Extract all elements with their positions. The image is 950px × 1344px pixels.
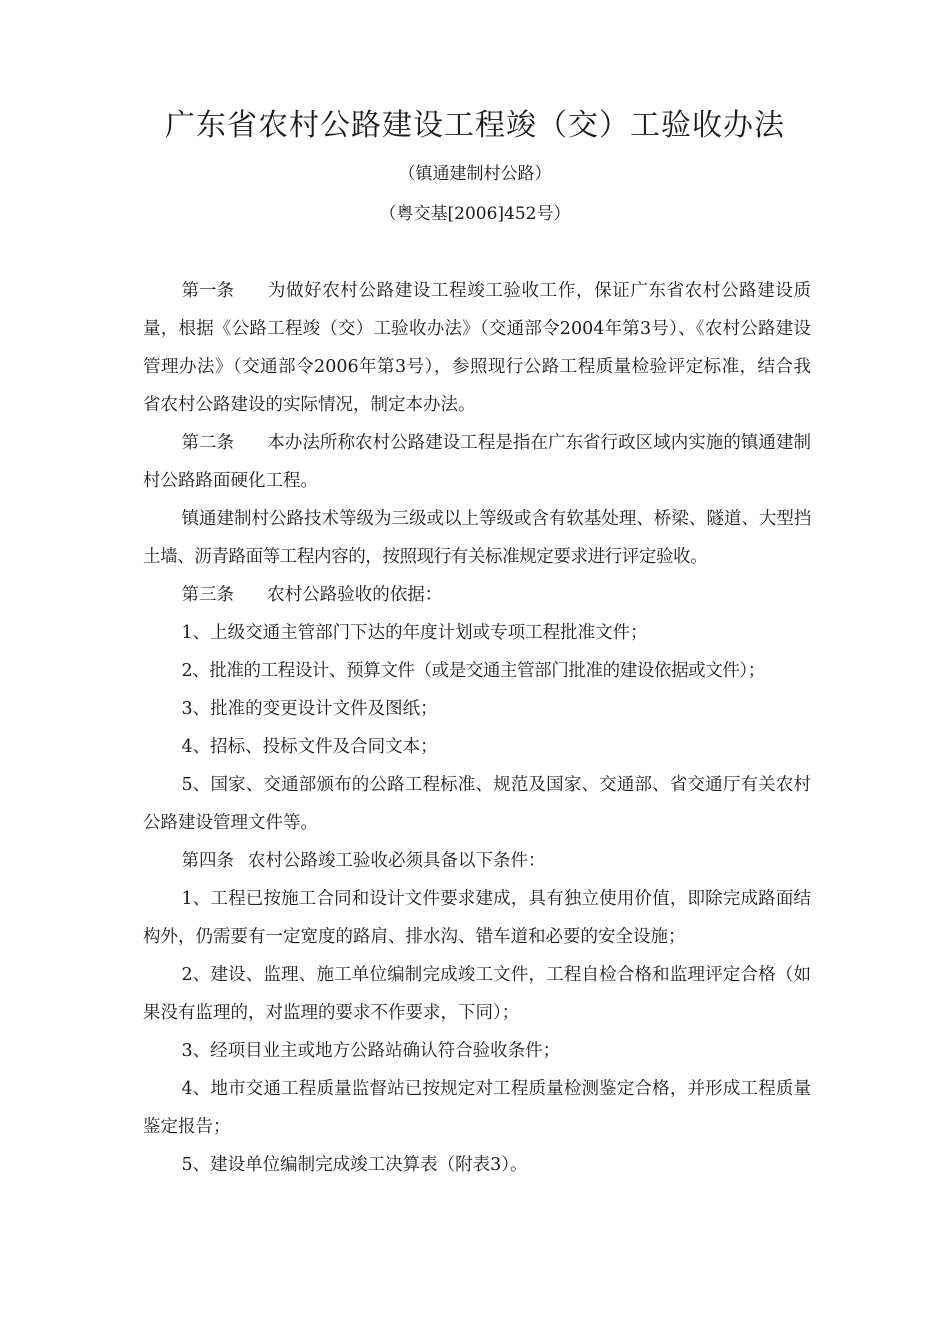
article-1-text: 为做好农村公路建设工程竣工验收工作，保证广东省农村公路建设质量，根据《公路工程竣（交）工验收办法》（交通部令2004年第3号）、《农村公路建设管理办法》（交通部令2006年第3号），参照现行公路工程质量检验评定标准，结合我省农村公路建设的实际情况，制定本办法。 <box>143 281 811 415</box>
article-4-item-5: 5、建设单位编制完成竣工决算表（附表3）。 <box>181 1155 528 1175</box>
article-3-item-4: 4、招标、投标文件及合同文本； <box>181 737 438 757</box>
article-3-item-5: 5、国家、交通部颁布的公路工程标准、规范及国家、交通部、省交通厅有关农村公路建设管理文件等。 <box>143 775 811 833</box>
document-title: 广东省农村公路建设工程竣（交）工验收办法 <box>165 108 785 143</box>
article-1 <box>143 272 811 424</box>
article-3-item-2: 2、批准的工程设计、预算文件（或是交通主管部门批准的建设依据或文件）； <box>181 661 765 681</box>
article-3-item-3: 3、批准的变更设计文件及图纸； <box>181 699 438 719</box>
article-4-label: 第四条 <box>181 851 234 871</box>
article-4-item-4: 4、地市交通工程质量监督站已按规定对工程质量检测鉴定合格，并形成工程质量鉴定报告； <box>143 1079 811 1137</box>
article-2-text: 本办法所称农村公路建设工程是指在广东省行政区域内实施的镇通建制村公路路面硬化工程。 <box>143 433 811 491</box>
document-number: （粤交基[2006]452号） <box>379 204 571 224</box>
article-2-label: 第二条 <box>181 433 234 453</box>
article-4-text: 农村公路竣工验收必须具备以下条件： <box>248 851 546 871</box>
article-1-label: 第一条 <box>181 281 234 301</box>
article-3-text: 农村公路验收的依据： <box>267 585 443 605</box>
article-2 <box>143 424 811 500</box>
document-body <box>143 272 811 1184</box>
article-3 <box>143 576 811 614</box>
document-subtitle: （镇通建制村公路） <box>398 164 552 184</box>
article-3-item-1: 1、上级交通主管部门下达的年度计划或专项工程批准文件； <box>181 623 648 643</box>
article-4-item-2: 2、建设、监理、施工单位编制完成竣工文件，工程自检合格和监理评定合格（如果没有监理的，对监理的要求不作要求，下同）； <box>143 965 811 1023</box>
article-2-extra: 镇通建制村公路技术等级为三级或以上等级或含有软基处理、桥梁、隧道、大型挡土墙、沥青路面等工程内容的，按照现行有关标准规定要求进行评定验收。 <box>143 509 811 567</box>
article-3-label: 第三条 <box>181 585 234 605</box>
article-4-item-1: 1、工程已按施工合同和设计文件要求建成，具有独立使用价值，即除完成路面结构外，仍需要有一定宽度的路肩、排水沟、错车道和必要的安全设施； <box>143 889 811 947</box>
article-4 <box>143 842 811 880</box>
article-4-item-3: 3、经项目业主或地方公路站确认符合验收条件； <box>181 1041 561 1061</box>
